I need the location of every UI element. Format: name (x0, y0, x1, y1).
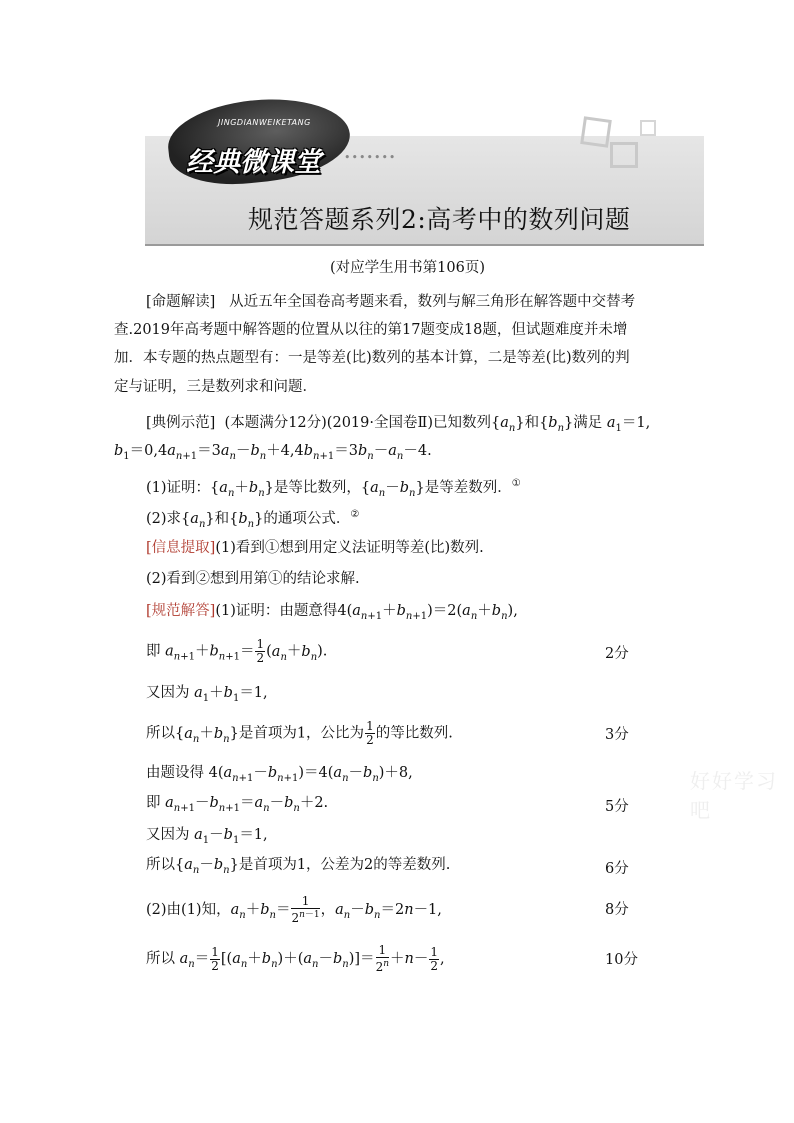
score-label: 10分 (605, 952, 638, 968)
solution-line: 即 $a_{n+1}-b_{n+1}=a_n-b_n+2$. (146, 795, 329, 814)
mark-2: ② (350, 509, 360, 520)
decor-square (640, 120, 656, 136)
info-tag: [信息提取] (146, 540, 216, 556)
decor-dots: ••••••• (344, 151, 397, 164)
fraction: $\frac{1}{2^n}$ (375, 943, 389, 974)
question-2: (2)求$\{a_n\}$和$\{b_n\}$的通项公式．② (146, 509, 360, 530)
solution-line: 又因为 $a_1-b_1=1$, (146, 827, 268, 846)
fraction: $\frac{1}{2}$ (366, 719, 374, 747)
solution-line: 即 $a_{n+1}+b_{n+1}=$ $\frac{1}{2}$ $(a_n+b_n)$. (146, 637, 328, 665)
fraction: $\frac{1}{2}$ (211, 944, 219, 973)
score-label: 3分 (605, 727, 629, 743)
example-formula: $b_1=0,4a_{n+1}=3a_n-b_n+4,4b_{n+1}=3b_n-a_n-4$. (114, 443, 432, 462)
decor-square (610, 142, 638, 168)
watermark: 好好学习吧 (690, 769, 778, 822)
solution-line: 由题设得 $4(a_{n+1}-b_{n+1})=4(a_n-b_n)+8$, (146, 765, 413, 784)
solution-line: 所以$\{a_n+b_n\}$是首项为1，公比为 $\frac{1}{2}$ 的等比数列. (146, 719, 453, 747)
info-line: [信息提取](1)看到①想到用定义法证明等差(比)数列. (146, 540, 484, 556)
question-1: (1)证明：$\{a_n+b_n\}$是等比数列，$\{a_n-b_n\}$是等差数列．① (146, 478, 521, 499)
info-line: (2)看到②想到用第①的结论求解. (146, 571, 360, 587)
book-reference: (对应学生用书第106页) (330, 260, 485, 276)
score-label: 6分 (605, 861, 629, 877)
decor-square (580, 116, 612, 148)
fraction: $\frac{1}{2}$ (430, 944, 438, 973)
score-label: 5分 (605, 799, 629, 815)
solution-line: 所以 $a_n=$ $\frac{1}{2}$ $[(a_n+b_n)+(a_n-b_n)]=$ $\frac{1}{2^n}$ ＋n－ $\frac{1}{2}$ , (146, 943, 445, 974)
score-label: 2分 (605, 646, 629, 662)
solution-line: 所以$\{a_n-b_n\}$是首项为1，公差为2的等差数列. (146, 857, 451, 876)
intro-tag: [命题解读] (146, 294, 216, 310)
example-tag: [典例示范] (146, 415, 216, 431)
intro-line: [命题解读] 从近五年全国卷高考题来看，数列与解三角形在解答题中交替考 (146, 294, 636, 310)
fraction: $\frac{1}{2}$ (256, 637, 265, 665)
score-label: 8分 (605, 902, 629, 918)
example-line: [典例示范] (本题满分12分)(2019·全国卷Ⅱ)已知数列$\{a_n\}$和$\{b_n\}$满足 $a_1=1$, (146, 415, 651, 434)
intro-line: 定与证明，三是数列求和问题． (114, 379, 317, 395)
intro-line: 查.2019年高考题中解答题的位置从以往的第17题变成18题，但试题难度并未增 (114, 322, 628, 338)
solution-tag: [规范解答] (146, 603, 216, 619)
solution-line: 又因为 $a_1+b_1=1$, (146, 685, 268, 704)
intro-line: 加．本专题的热点题型有：一是等差(比)数列的基本计算，二是等差(比)数列的判 (114, 350, 630, 366)
logo-text: 经典微课堂 (186, 147, 321, 178)
solution-line: [规范解答](1)证明：由题意得$4(a_{n+1}+b_{n+1})=2(a_n+b_n)$, (146, 603, 518, 622)
mark-1: ① (511, 478, 521, 489)
fraction: $\frac{1}{2^{n-1}}$ (291, 894, 320, 925)
page-title: 规范答题系列2:高考中的数列问题 (248, 205, 631, 234)
logo-pinyin: JINGDIANWEIKETANG (218, 118, 311, 127)
solution-line: (2)由(1)知，$a_n+b_n=$ $\frac{1}{2^{n-1}}$ ，$a_n-b_n=2n-1$, (146, 894, 442, 925)
